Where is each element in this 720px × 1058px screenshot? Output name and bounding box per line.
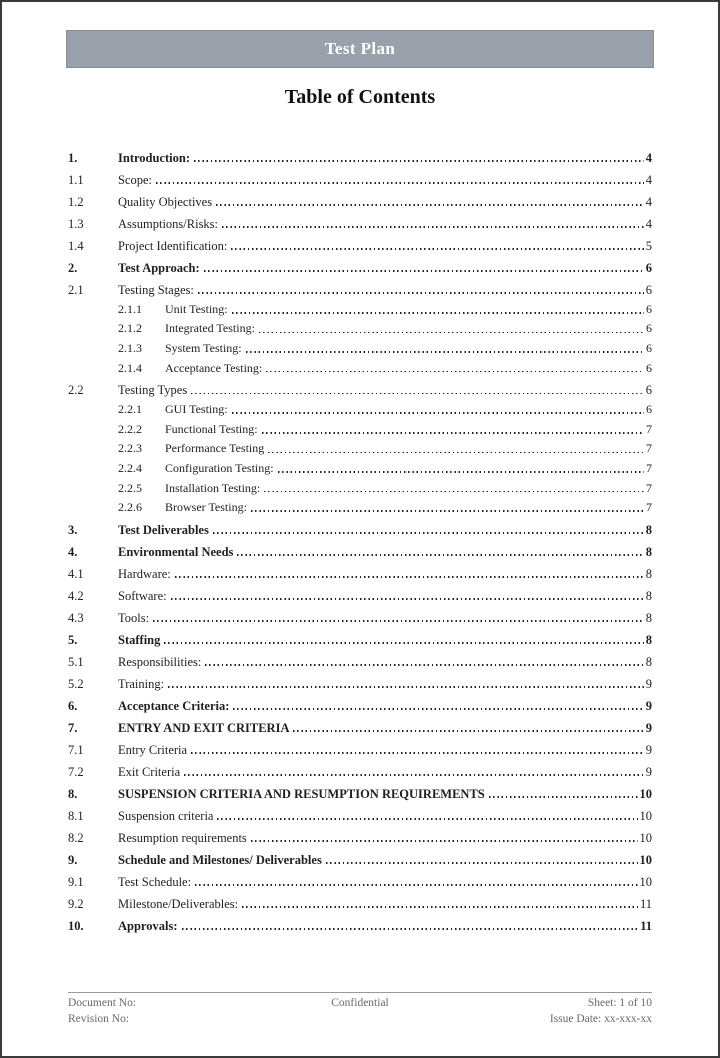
toc-entry[interactable] — [68, 559, 652, 581]
toc-entry[interactable] — [68, 911, 652, 933]
toc-entry-label: Approvals: — [118, 918, 178, 933]
toc-leader-dots — [246, 351, 644, 353]
toc-entry-page: 7 — [646, 441, 652, 456]
toc-entry-page: 6 — [646, 402, 652, 417]
toc-entry-page: 6 — [645, 383, 652, 397]
toc-entry[interactable] — [68, 735, 652, 757]
toc-title: Table of Contents — [284, 86, 436, 108]
toc-entry-number: 3. — [68, 522, 78, 537]
toc-entry-number: 2.2 — [68, 383, 84, 397]
toc-entry-page: 8 — [645, 654, 652, 669]
toc-entry-number: 2.2.2 — [118, 421, 142, 436]
toc-entry-label: Staffing — [118, 632, 161, 647]
toc-entry-label: Resumption requirements — [118, 830, 247, 845]
toc-entry-number: 5.1 — [68, 654, 84, 669]
toc-entry-label: Hardware: — [118, 566, 171, 581]
toc-leader-dots — [242, 906, 638, 908]
toc-entry-label: Software: — [118, 588, 167, 603]
toc-entry-page: 4 — [645, 172, 652, 187]
toc-entry-number: 2.1.1 — [118, 301, 142, 316]
footer-revision-no: Revision No: — [68, 1012, 130, 1025]
toc-leader-dots — [198, 292, 644, 294]
toc-entry-page: 4 — [645, 150, 652, 165]
toc-entry-page: 6 — [646, 340, 652, 355]
toc-entry[interactable] — [68, 515, 652, 537]
toc-entry[interactable] — [68, 275, 652, 297]
toc-entry-label: Testing Stages: — [118, 282, 194, 297]
toc-leader-dots — [293, 730, 643, 732]
toc-entry-label: Acceptance Testing: — [165, 360, 263, 375]
toc-entry-page: 8 — [645, 566, 652, 581]
toc-leader-dots — [205, 664, 643, 666]
toc-entry-number: 7.2 — [68, 764, 84, 779]
toc-entry[interactable] — [68, 581, 652, 603]
toc-entry-label: SUSPENSION CRITERIA AND RESUMPTION REQUIREMENTS — [118, 786, 485, 801]
footer-sheet: Sheet: 1 of 10 — [587, 997, 653, 1009]
toc-entry[interactable] — [68, 823, 652, 845]
toc-leader-dots — [222, 226, 644, 228]
toc-entry-label: Testing Types — [118, 383, 188, 397]
toc-entry[interactable] — [68, 537, 652, 559]
toc-leader-dots — [268, 452, 644, 454]
toc-entry-page: 9 — [645, 698, 652, 713]
toc-entry-label: Integrated Testing: — [165, 321, 255, 336]
toc-entry-page: 9 — [645, 742, 652, 757]
toc-entry-page: 7 — [646, 460, 652, 475]
toc-entry[interactable] — [68, 187, 652, 209]
toc-entry-page: 6 — [646, 360, 652, 375]
toc-entry-number: 6. — [68, 698, 78, 713]
toc-entry-number: 10. — [68, 918, 84, 933]
toc-entry[interactable] — [68, 231, 652, 253]
toc-entry-label: ENTRY AND EXIT CRITERIA — [118, 720, 290, 735]
toc-entry-page: 4 — [645, 216, 652, 231]
toc-entry-number: 2.2.6 — [118, 500, 142, 515]
toc-entry-page: 11 — [640, 918, 652, 933]
toc-leader-dots — [156, 182, 644, 184]
page-footer — [68, 992, 652, 1027]
toc-entry-number: 4. — [68, 544, 78, 559]
toc-leader-dots — [195, 884, 637, 886]
toc-leader-dots — [251, 840, 638, 842]
toc-entry[interactable] — [68, 297, 652, 317]
toc-entry-label: Responsibilities: — [118, 654, 202, 669]
toc-entry-number: 2.1.2 — [118, 321, 142, 336]
toc-entry-label: Entry Criteria — [118, 742, 188, 757]
toc-entry-page: 4 — [645, 194, 652, 209]
toc-entry[interactable] — [68, 779, 652, 801]
toc-entry[interactable] — [68, 625, 652, 647]
toc-leader-dots — [232, 412, 644, 414]
toc-entry[interactable] — [68, 253, 652, 275]
toc-entry-number: 5. — [68, 632, 78, 647]
toc-leader-dots — [237, 554, 643, 556]
toc-entry[interactable] — [68, 165, 652, 187]
toc-entry-page: 7 — [646, 500, 652, 515]
toc-entry-label: Environmental Needs — [118, 544, 234, 559]
toc-entry-page: 8 — [645, 588, 652, 603]
toc-entry-label: Schedule and Milestones/ Deliverables — [118, 852, 322, 867]
toc-entry[interactable] — [68, 647, 652, 669]
toc-entry-page: 10 — [639, 786, 652, 801]
toc-leader-dots — [233, 708, 643, 710]
toc-entry-number: 8.1 — [68, 808, 84, 823]
toc-entry-number: 1. — [68, 150, 78, 165]
toc-entry-label: Configuration Testing: — [165, 460, 274, 475]
toc-entry[interactable] — [68, 801, 652, 823]
toc-leader-dots — [194, 160, 644, 162]
toc-leader-dots — [164, 642, 643, 644]
toc-leader-dots — [262, 432, 644, 434]
toc-entry-label: Exit Criteria — [118, 764, 181, 779]
toc-entry-number: 2.2.4 — [118, 460, 142, 475]
toc-entry[interactable] — [68, 209, 652, 231]
toc-entry-label: Quality Objectives — [118, 194, 213, 209]
toc-entry-number: 1.2 — [68, 194, 84, 209]
toc-entry-number: 2. — [68, 260, 78, 275]
toc-entry-page: 6 — [645, 282, 652, 297]
toc-entry-number: 1.4 — [68, 238, 84, 253]
toc-entry-number: 9.2 — [68, 896, 84, 911]
toc-entry-page: 9 — [645, 676, 652, 691]
toc-leader-dots — [191, 752, 644, 754]
toc-entry[interactable] — [68, 757, 652, 779]
toc-leader-dots — [251, 510, 644, 512]
toc-entry-number: 7.1 — [68, 742, 84, 757]
toc-entry-page: 10 — [639, 874, 652, 889]
toc-entry-label: Project Identification: — [118, 238, 228, 253]
toc-entry-page: 10 — [639, 830, 652, 845]
toc-entry-page: 11 — [639, 896, 652, 911]
toc-entry-label: Performance Testing — [165, 441, 265, 456]
toc-entry[interactable] — [68, 456, 652, 476]
toc-entry-label: Browser Testing: — [165, 500, 247, 515]
toc-entry-page: 6 — [646, 321, 652, 336]
toc-entry[interactable] — [68, 476, 652, 496]
toc-leader-dots — [264, 491, 644, 493]
toc-leader-dots — [153, 620, 644, 622]
toc-entry-number: 8. — [68, 786, 78, 801]
toc-entry[interactable] — [68, 713, 652, 735]
toc-entry-number: 1.1 — [68, 172, 84, 187]
toc-entry[interactable] — [68, 317, 652, 337]
toc-entry[interactable] — [68, 495, 652, 515]
toc-leader-dots — [489, 796, 638, 798]
toc-entry[interactable] — [68, 867, 652, 889]
toc-entry-number: 8.2 — [68, 830, 84, 845]
toc-leader-dots — [266, 371, 644, 373]
toc-entry-page: 8 — [645, 632, 652, 647]
toc-entry-label: GUI Testing: — [165, 402, 228, 417]
toc-leader-dots — [184, 774, 644, 776]
toc-entry-page: 7 — [646, 421, 652, 436]
toc-entry-number: 1.3 — [68, 216, 84, 231]
toc-entry[interactable] — [68, 889, 652, 911]
toc-entry-label: Functional Testing: — [165, 421, 258, 436]
toc-entry-page: 8 — [645, 544, 652, 559]
toc-entry-number: 9. — [68, 852, 78, 867]
toc-leader-dots — [326, 862, 638, 864]
toc-entry-number: 5.2 — [68, 676, 84, 691]
toc-leader-dots — [171, 598, 644, 600]
footer-document-no: Document No: — [68, 997, 137, 1009]
toc-entry-page: 5 — [645, 238, 652, 253]
toc-entry[interactable] — [68, 375, 652, 397]
toc-leader-dots — [231, 248, 643, 250]
toc-entry-label: Milestone/Deliverables: — [118, 896, 239, 911]
toc-entry-page: 9 — [645, 764, 652, 779]
toc-entry-number: 2.2.1 — [118, 402, 142, 417]
toc-entry[interactable] — [68, 356, 652, 376]
toc-leader-dots — [182, 928, 639, 930]
toc-entry[interactable] — [68, 669, 652, 691]
toc-entry-number: 4.1 — [68, 566, 84, 581]
footer-issue-date: Issue Date: xx-xxx-xx — [549, 1012, 653, 1025]
toc-entry-label: Scope: — [118, 172, 153, 187]
toc-entry-number: 4.3 — [68, 610, 84, 625]
toc-entry-page: 10 — [639, 852, 652, 867]
toc-leader-dots — [204, 270, 644, 272]
toc-entry-page: 10 — [639, 808, 652, 823]
toc-entry-label: Installation Testing: — [165, 480, 261, 495]
toc-entry-label: Acceptance Criteria: — [118, 698, 230, 713]
toc-entry[interactable] — [68, 143, 652, 165]
toc-entry[interactable] — [68, 417, 652, 437]
toc-entry-label: Tools: — [118, 610, 150, 625]
toc-entry-page: 6 — [645, 260, 652, 275]
toc-entry[interactable] — [68, 336, 652, 356]
toc-entry-number: 2.1 — [68, 282, 84, 297]
toc-entry[interactable] — [68, 845, 652, 867]
toc-leader-dots — [259, 332, 644, 334]
toc-leader-dots — [217, 818, 637, 820]
toc-entry-label: Suspension criteria — [118, 808, 214, 823]
footer-confidential: Confidential — [331, 997, 389, 1009]
toc-entry-page: 8 — [645, 522, 652, 537]
toc-entry[interactable] — [68, 603, 652, 625]
toc-entry-label: Introduction: — [118, 150, 191, 165]
toc-entry-label: Test Deliverables — [118, 522, 209, 537]
document-title-bar — [66, 30, 654, 68]
toc-leader-dots — [191, 393, 644, 395]
toc-entry-number: 4.2 — [68, 588, 84, 603]
toc-entry-number: 2.2.5 — [118, 480, 142, 495]
toc-entry-page: 9 — [645, 720, 652, 735]
toc-leader-dots — [213, 532, 644, 534]
toc-list — [68, 143, 652, 933]
toc-entry-page: 7 — [646, 480, 652, 495]
toc-leader-dots — [232, 312, 644, 314]
toc-entry[interactable] — [68, 397, 652, 417]
toc-entry-label: Unit Testing: — [165, 301, 228, 316]
toc-leader-dots — [168, 686, 644, 688]
toc-entry-number: 2.1.3 — [118, 340, 142, 355]
toc-leader-dots — [216, 204, 644, 206]
toc-entry-page: 6 — [646, 301, 652, 316]
toc-entry-number: 2.2.3 — [118, 441, 142, 456]
toc-entry-number: 7. — [68, 720, 78, 735]
toc-entry-label: Test Schedule: — [118, 874, 192, 889]
toc-entry-number: 9.1 — [68, 874, 84, 889]
toc-entry[interactable] — [68, 691, 652, 713]
toc-entry-page: 8 — [645, 610, 652, 625]
toc-entry-label: Training: — [118, 676, 165, 691]
toc-leader-dots — [278, 471, 644, 473]
toc-entry-label: Assumptions/Risks: — [118, 216, 219, 231]
toc-leader-dots — [175, 576, 644, 578]
toc-entry-label: Test Approach: — [118, 260, 200, 275]
toc-entry-label: System Testing: — [165, 340, 242, 355]
toc-entry[interactable] — [68, 437, 652, 457]
toc-entry-number: 2.1.4 — [118, 360, 142, 375]
document-title: Test Plan — [324, 39, 396, 58]
